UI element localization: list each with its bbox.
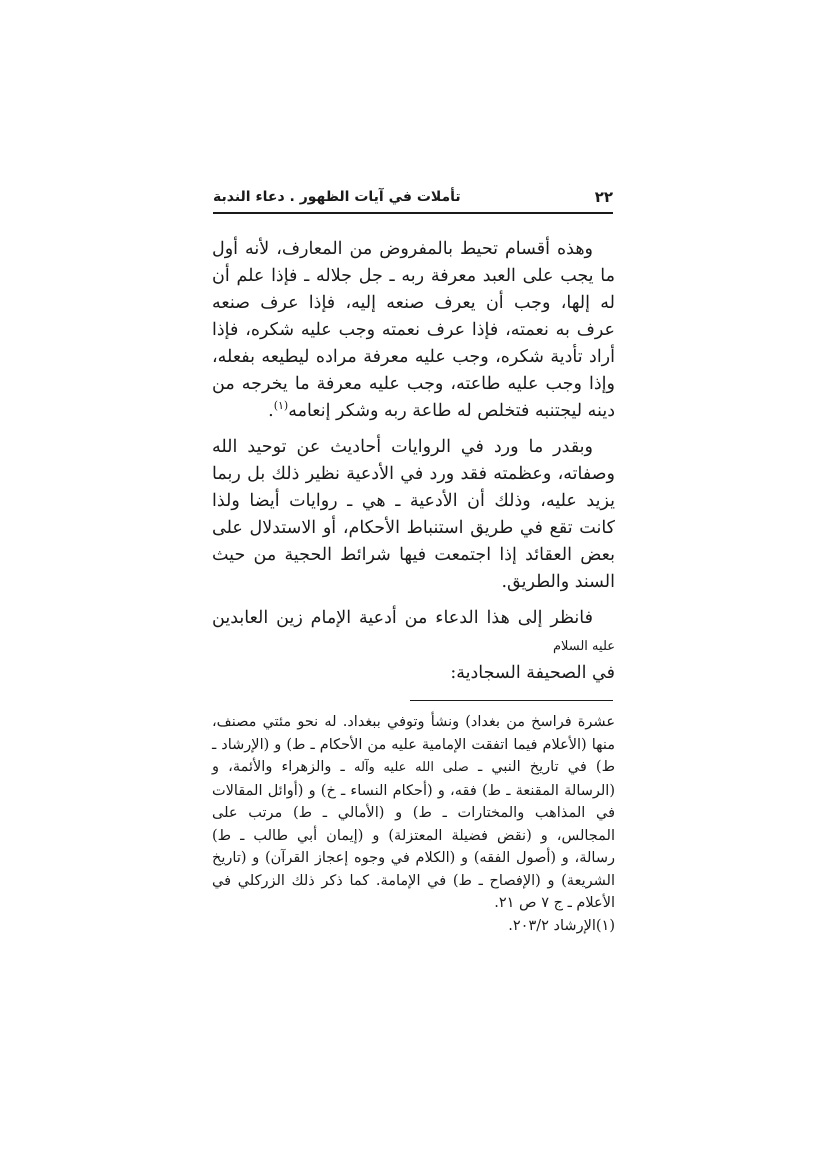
paragraph-3 [212,605,615,660]
footnote-divider [410,700,613,701]
paragraph-1 [212,236,615,425]
footnote-reference-1[interactable]: (١) [273,399,289,413]
footnote-continuation-text-2: ـ والزهراء والأئمة، و (الرسالة المقنعة ـ ط) فقه، و (أحكام النساء ـ خ) و (أوائل المقالات في المذاهب والمختارات ـ ط) و (الأمالي ـ ط) مرتب على المجالس، و (نقض فضيلة المعتزلة) و (إيمان أبي طالب ـ ط) رسالة، و (أصول الفقه) و (الكلام في وجوه إعجاز القرآن) و (تاريخ الشريعة) و (الإفصاح ـ ط) في الإمامة. كما ذكر ذلك الزركلي في الأعلام ـ ج ٧ ص ٢١. [212,759,615,911]
footnotes [212,711,615,937]
paragraph-4 [212,660,615,687]
footnote-1 [212,915,615,938]
paragraph-2-text: وبقدر ما ورد في الروايات أحاديث عن توحيد الله وصفاته، وعظمته فقد ورد في الأدعية نظير ذلك بل ربما يزيد عليه، وذلك أن الأدعية ـ هي ـ روايات أيضا ولذا كانت تقع في طريق استنباط الأحكام، أو الاستدلال على بعض العقائد إذا اجتمعت فيها شرائط الحجية من حيث السند والطريق. [212,437,615,592]
honorific-ligature: عليه السلام [552,639,615,654]
paragraph-1-text: وهذه أقسام تحيط بالمفروض من المعارف، لأنه أول ما يجب على العبد معرفة ربه ـ جل جلاله ـ فإذا علم أن له إلها، وجب أن يعرف صنعه إليه، فإذا عرف صنعه عرف به نعمته، فإذا عرف نعمته وجب عليه شكره، فإذا أراد تأدية شكره، وجب عليه معرفة مراده ليطيعه بفعله، وإذا وجب عليه طاعته، وجب عليه معرفة ما يخرجه من دينه ليجتنبه فتخلص له طاعة ربه وشكر إنعامه [212,239,615,421]
main-text [212,236,615,696]
header-divider [213,212,613,214]
page-number: ٢٢ [594,188,613,206]
footnote-continuation-text: عشرة فراسخ من بغداد) ونشأ وتوفي ببغداد. له نحو مئتي مصنف، منها (الأعلام فيما اتفقت الإمامية عليه من الأحكام ـ ط) و (الإرشاد ـ ط) في تاريخ النبي ـ [212,714,615,775]
honorific-prophet: صلى الله عليه وآله [353,760,469,775]
running-title: تأملات في آيات الظهور . دعاء الندبة [213,189,461,205]
paragraph-1-end: . [268,401,274,421]
paragraph-3-text: فانظر إلى هذا الدعاء من أدعية الإمام زين العابدين [212,608,593,628]
footnote-1-text: (١)الإرشاد ٢٠٣/٢. [508,917,615,934]
page-header [213,186,613,214]
footnote-continuation [212,711,615,915]
paragraph-2 [212,434,615,596]
paragraph-4-text: في الصحيفة السجادية: [450,663,615,683]
